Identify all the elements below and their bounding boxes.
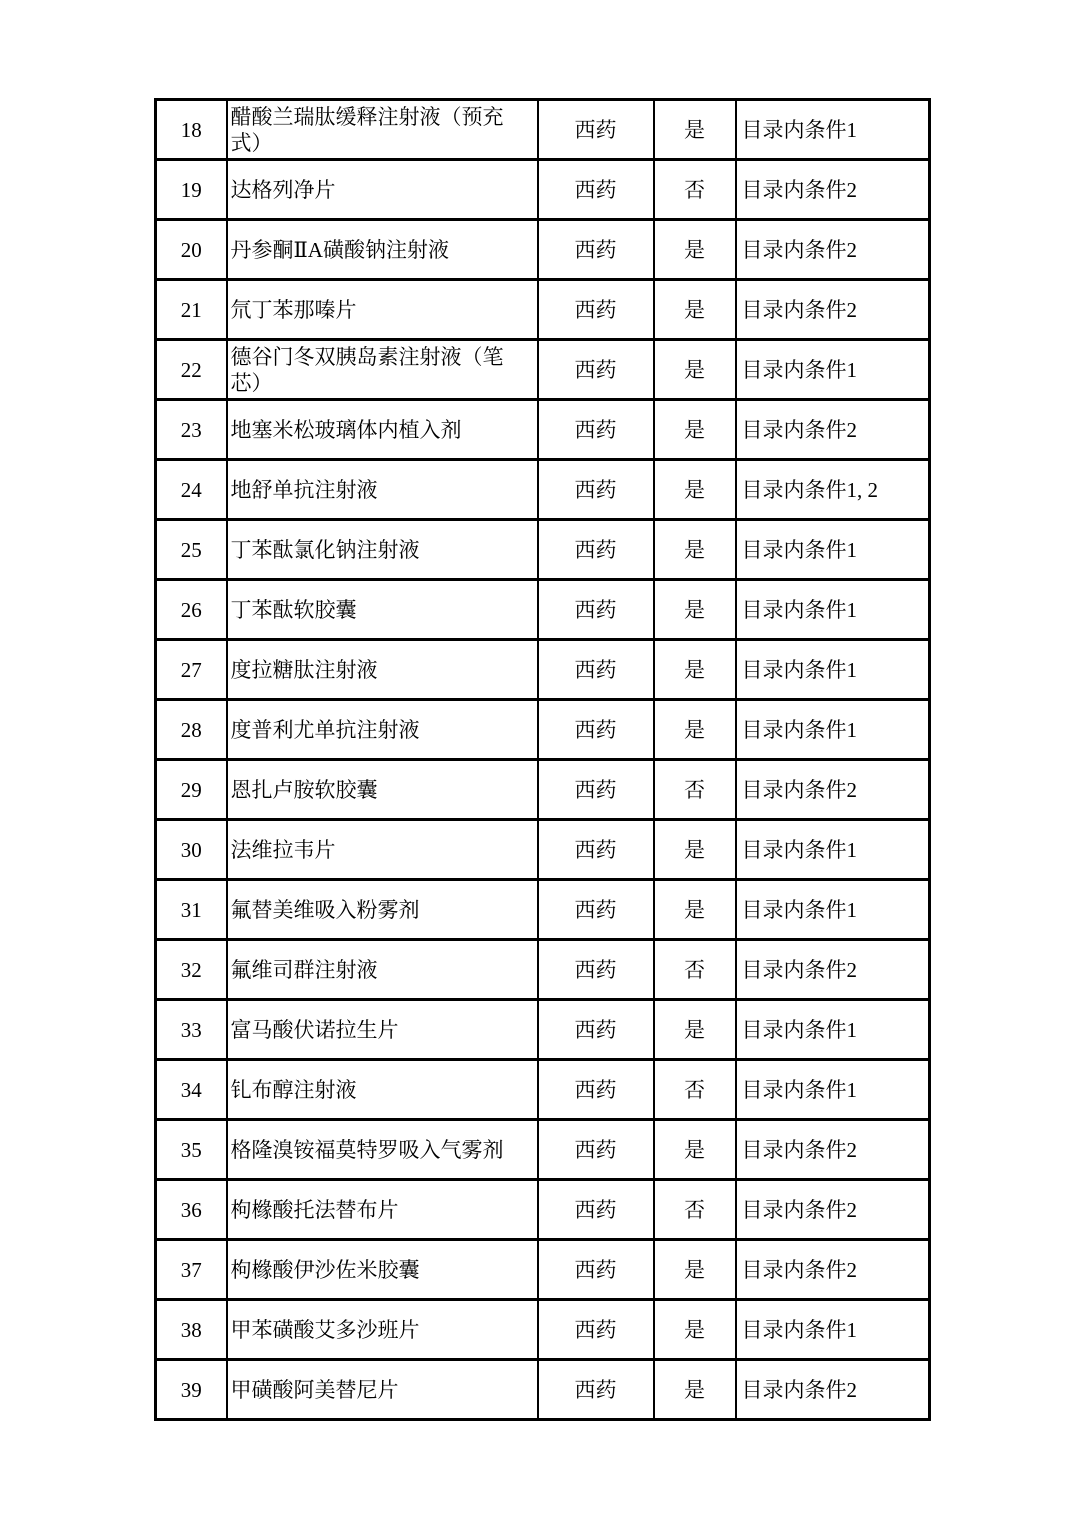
table-row bbox=[156, 820, 930, 880]
catalog-condition-cell: 目录内条件1 bbox=[736, 340, 930, 400]
drug-category-cell: 西药 bbox=[538, 1360, 654, 1420]
table-row bbox=[156, 580, 930, 640]
catalog-condition-cell: 目录内条件2 bbox=[736, 220, 930, 280]
drug-name-cell: 枸橼酸伊沙佐米胶囊 bbox=[227, 1240, 538, 1300]
table-row bbox=[156, 640, 930, 700]
catalog-condition-cell: 目录内条件2 bbox=[736, 940, 930, 1000]
drug-category-cell: 西药 bbox=[538, 760, 654, 820]
table-row bbox=[156, 520, 930, 580]
drug-category-cell: 西药 bbox=[538, 1180, 654, 1240]
drug-category-cell: 西药 bbox=[538, 160, 654, 220]
drug-category-cell: 西药 bbox=[538, 100, 654, 160]
drug-category-cell: 西药 bbox=[538, 1120, 654, 1180]
drug-category-cell: 西药 bbox=[538, 1060, 654, 1120]
drug-name-cell: 钆布醇注射液 bbox=[227, 1060, 538, 1120]
yes-no-cell: 是 bbox=[654, 580, 736, 640]
table-row bbox=[156, 1120, 930, 1180]
yes-no-cell: 是 bbox=[654, 640, 736, 700]
yes-no-cell: 是 bbox=[654, 340, 736, 400]
serial-number-cell: 24 bbox=[156, 460, 227, 520]
table-row bbox=[156, 880, 930, 940]
drug-category-cell: 西药 bbox=[538, 1240, 654, 1300]
drug-name-cell: 地舒单抗注射液 bbox=[227, 460, 538, 520]
yes-no-cell: 是 bbox=[654, 400, 736, 460]
catalog-condition-cell: 目录内条件1 bbox=[736, 640, 930, 700]
yes-no-cell: 是 bbox=[654, 1360, 736, 1420]
drug-category-cell: 西药 bbox=[538, 220, 654, 280]
yes-no-cell: 是 bbox=[654, 820, 736, 880]
drug-name-cell: 甲磺酸阿美替尼片 bbox=[227, 1360, 538, 1420]
drug-name-cell: 地塞米松玻璃体内植入剂 bbox=[227, 400, 538, 460]
serial-number-cell: 22 bbox=[156, 340, 227, 400]
yes-no-cell: 是 bbox=[654, 1120, 736, 1180]
drug-name-cell: 法维拉韦片 bbox=[227, 820, 538, 880]
serial-number-cell: 33 bbox=[156, 1000, 227, 1060]
table-row bbox=[156, 340, 930, 400]
drug-name-cell: 枸橼酸托法替布片 bbox=[227, 1180, 538, 1240]
drug-category-cell: 西药 bbox=[538, 1000, 654, 1060]
drug-category-cell: 西药 bbox=[538, 700, 654, 760]
catalog-condition-cell: 目录内条件1 bbox=[736, 1300, 930, 1360]
drug-name-cell: 氘丁苯那嗪片 bbox=[227, 280, 538, 340]
drug-name-cell: 丁苯酞软胶囊 bbox=[227, 580, 538, 640]
yes-no-cell: 是 bbox=[654, 1000, 736, 1060]
serial-number-cell: 39 bbox=[156, 1360, 227, 1420]
drug-name-cell: 德谷门冬双胰岛素注射液（笔芯） bbox=[227, 340, 538, 400]
serial-number-cell: 23 bbox=[156, 400, 227, 460]
serial-number-cell: 38 bbox=[156, 1300, 227, 1360]
yes-no-cell: 是 bbox=[654, 880, 736, 940]
drug-name-cell: 格隆溴铵福莫特罗吸入气雾剂 bbox=[227, 1120, 538, 1180]
drug-name-cell: 富马酸伏诺拉生片 bbox=[227, 1000, 538, 1060]
serial-number-cell: 34 bbox=[156, 1060, 227, 1120]
yes-no-cell: 是 bbox=[654, 460, 736, 520]
catalog-condition-cell: 目录内条件1 bbox=[736, 1000, 930, 1060]
serial-number-cell: 18 bbox=[156, 100, 227, 160]
serial-number-cell: 35 bbox=[156, 1120, 227, 1180]
drug-category-cell: 西药 bbox=[538, 940, 654, 1000]
table-row bbox=[156, 220, 930, 280]
catalog-condition-cell: 目录内条件2 bbox=[736, 1240, 930, 1300]
yes-no-cell: 否 bbox=[654, 1180, 736, 1240]
drug-name-cell: 醋酸兰瑞肽缓释注射液（预充式） bbox=[227, 100, 538, 160]
catalog-condition-cell: 目录内条件1 bbox=[736, 580, 930, 640]
serial-number-cell: 30 bbox=[156, 820, 227, 880]
table-row bbox=[156, 100, 930, 160]
drug-name-cell: 达格列净片 bbox=[227, 160, 538, 220]
catalog-condition-cell: 目录内条件1 bbox=[736, 700, 930, 760]
serial-number-cell: 28 bbox=[156, 700, 227, 760]
catalog-condition-cell: 目录内条件1, 2 bbox=[736, 460, 930, 520]
catalog-condition-cell: 目录内条件2 bbox=[736, 400, 930, 460]
serial-number-cell: 37 bbox=[156, 1240, 227, 1300]
catalog-condition-cell: 目录内条件1 bbox=[736, 1060, 930, 1120]
drug-name-cell: 丹参酮ⅡA磺酸钠注射液 bbox=[227, 220, 538, 280]
catalog-condition-cell: 目录内条件2 bbox=[736, 1120, 930, 1180]
serial-number-cell: 32 bbox=[156, 940, 227, 1000]
drug-name-cell: 恩扎卢胺软胶囊 bbox=[227, 760, 538, 820]
drug-name-cell: 度拉糖肽注射液 bbox=[227, 640, 538, 700]
drug-category-cell: 西药 bbox=[538, 820, 654, 880]
catalog-condition-cell: 目录内条件2 bbox=[736, 1360, 930, 1420]
drug-category-cell: 西药 bbox=[538, 400, 654, 460]
yes-no-cell: 是 bbox=[654, 1240, 736, 1300]
table-row bbox=[156, 280, 930, 340]
catalog-condition-cell: 目录内条件1 bbox=[736, 100, 930, 160]
table-body bbox=[156, 100, 930, 1420]
table-row bbox=[156, 400, 930, 460]
yes-no-cell: 否 bbox=[654, 760, 736, 820]
serial-number-cell: 25 bbox=[156, 520, 227, 580]
catalog-condition-cell: 目录内条件2 bbox=[736, 280, 930, 340]
serial-number-cell: 26 bbox=[156, 580, 227, 640]
yes-no-cell: 是 bbox=[654, 520, 736, 580]
yes-no-cell: 是 bbox=[654, 700, 736, 760]
drug-category-cell: 西药 bbox=[538, 460, 654, 520]
serial-number-cell: 36 bbox=[156, 1180, 227, 1240]
catalog-condition-cell: 目录内条件1 bbox=[736, 820, 930, 880]
drug-name-cell: 氟维司群注射液 bbox=[227, 940, 538, 1000]
serial-number-cell: 29 bbox=[156, 760, 227, 820]
drug-name-cell: 度普利尤单抗注射液 bbox=[227, 700, 538, 760]
yes-no-cell: 是 bbox=[654, 280, 736, 340]
drug-category-cell: 西药 bbox=[538, 640, 654, 700]
yes-no-cell: 否 bbox=[654, 160, 736, 220]
drug-category-cell: 西药 bbox=[538, 1300, 654, 1360]
table-row bbox=[156, 160, 930, 220]
drug-category-cell: 西药 bbox=[538, 580, 654, 640]
serial-number-cell: 20 bbox=[156, 220, 227, 280]
drug-category-cell: 西药 bbox=[538, 520, 654, 580]
table-row bbox=[156, 1360, 930, 1420]
catalog-condition-cell: 目录内条件2 bbox=[736, 760, 930, 820]
table-row bbox=[156, 1240, 930, 1300]
catalog-condition-cell: 目录内条件2 bbox=[736, 160, 930, 220]
drug-table bbox=[154, 98, 931, 1421]
table-row bbox=[156, 460, 930, 520]
drug-category-cell: 西药 bbox=[538, 880, 654, 940]
drug-name-cell: 甲苯磺酸艾多沙班片 bbox=[227, 1300, 538, 1360]
catalog-condition-cell: 目录内条件1 bbox=[736, 880, 930, 940]
table-row bbox=[156, 1060, 930, 1120]
yes-no-cell: 是 bbox=[654, 1300, 736, 1360]
yes-no-cell: 是 bbox=[654, 100, 736, 160]
catalog-condition-cell: 目录内条件2 bbox=[736, 1180, 930, 1240]
table-row bbox=[156, 1000, 930, 1060]
table-row bbox=[156, 1180, 930, 1240]
serial-number-cell: 19 bbox=[156, 160, 227, 220]
table-row bbox=[156, 700, 930, 760]
drug-name-cell: 丁苯酞氯化钠注射液 bbox=[227, 520, 538, 580]
table-row bbox=[156, 940, 930, 1000]
yes-no-cell: 是 bbox=[654, 220, 736, 280]
yes-no-cell: 否 bbox=[654, 1060, 736, 1120]
table-row bbox=[156, 1300, 930, 1360]
serial-number-cell: 27 bbox=[156, 640, 227, 700]
yes-no-cell: 否 bbox=[654, 940, 736, 1000]
catalog-condition-cell: 目录内条件1 bbox=[736, 520, 930, 580]
serial-number-cell: 31 bbox=[156, 880, 227, 940]
table-row bbox=[156, 760, 930, 820]
serial-number-cell: 21 bbox=[156, 280, 227, 340]
drug-name-cell: 氟替美维吸入粉雾剂 bbox=[227, 880, 538, 940]
drug-category-cell: 西药 bbox=[538, 340, 654, 400]
drug-category-cell: 西药 bbox=[538, 280, 654, 340]
